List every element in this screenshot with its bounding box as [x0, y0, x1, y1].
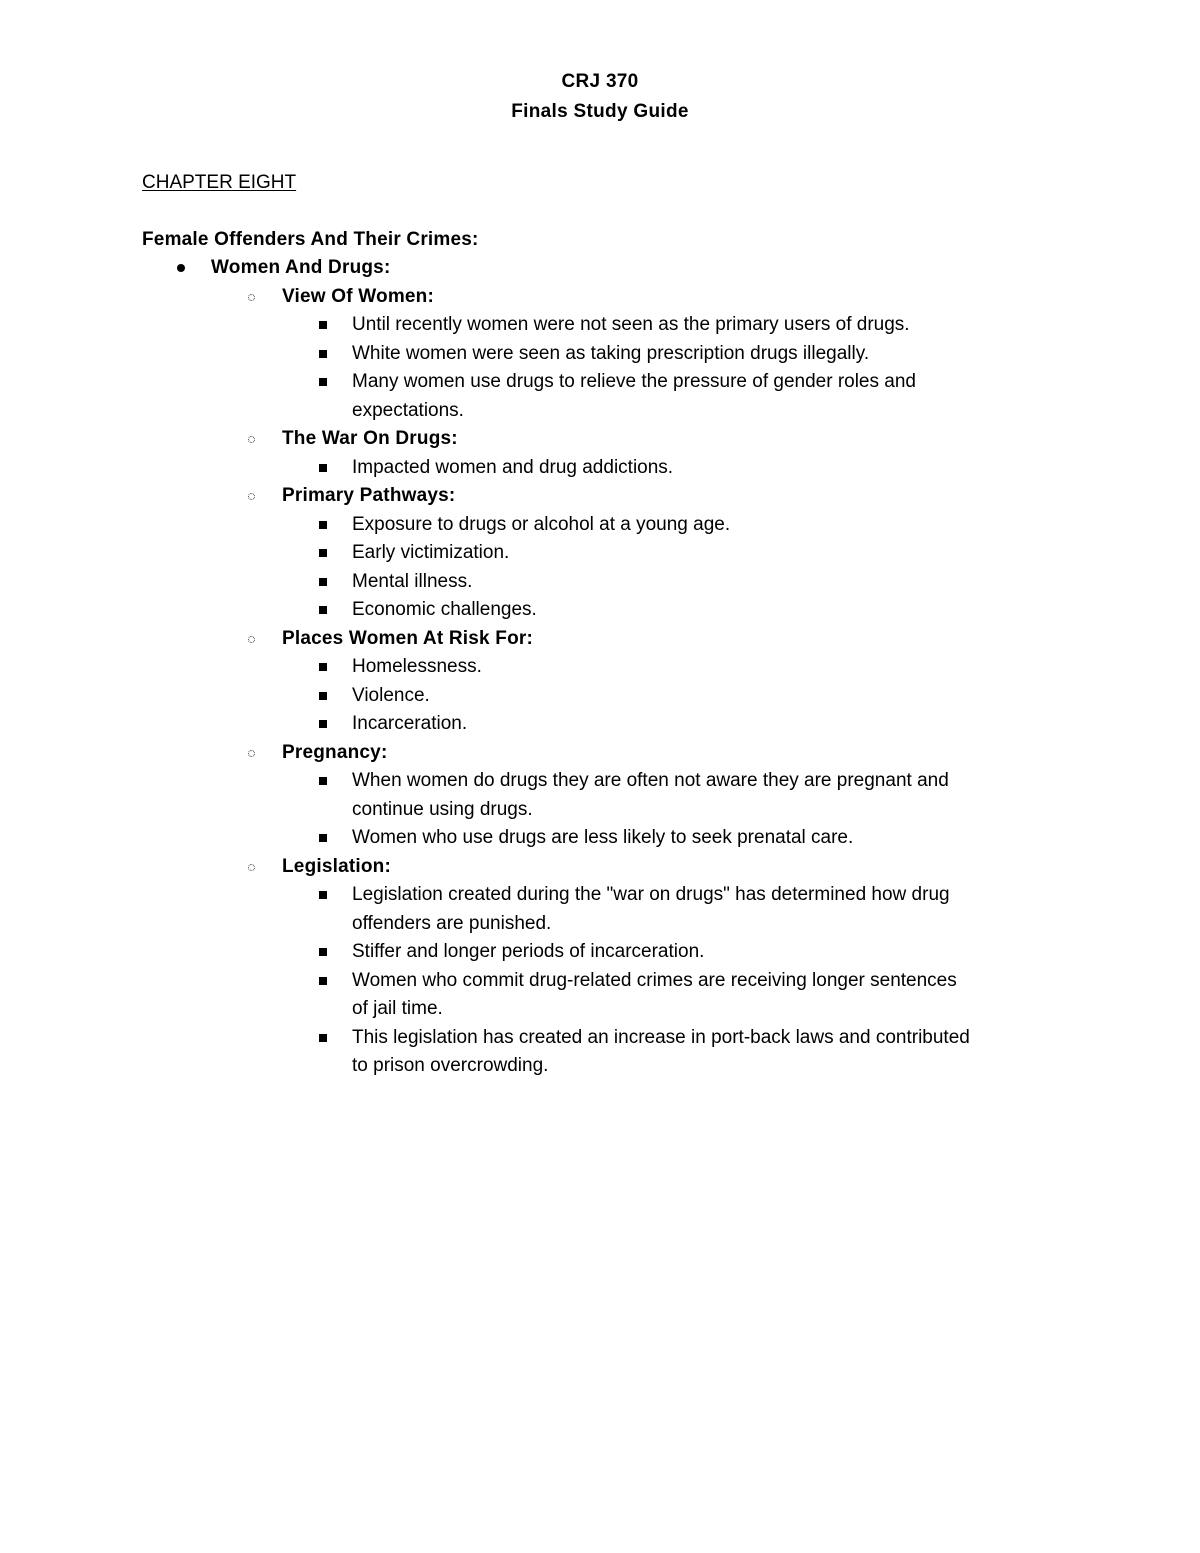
list-item-text: White women were seen as taking prescription drugs illegally. — [352, 342, 870, 364]
list-item-text: of jail time. — [352, 998, 443, 1019]
list-item-text: Mental illness. — [352, 570, 473, 592]
list-item-text: Until recently women were not seen as the primary users of drugs. — [352, 314, 910, 335]
list-item-text: Violence. — [352, 684, 430, 706]
list-item-text: When women do drugs they are often not aware they are pregnant and — [352, 770, 949, 791]
hollow-bullet-icon — [248, 864, 255, 871]
list-item-text: Legislation created during the "war on drugs" has determined how drug — [352, 884, 950, 905]
square-bullet-icon — [319, 464, 327, 472]
square-bullet-icon — [319, 663, 327, 671]
square-bullet-icon — [319, 1034, 327, 1042]
square-bullet-icon — [319, 977, 327, 985]
list-item-text: expectations. — [352, 399, 464, 421]
list-item-text: to prison overcrowding. — [352, 1055, 549, 1076]
subsection-heading: Legislation: — [282, 855, 392, 877]
list-item-text: Incarceration. — [352, 713, 468, 734]
square-bullet-icon — [319, 834, 327, 842]
square-bullet-icon — [319, 549, 327, 557]
hollow-bullet-icon — [248, 294, 255, 301]
subsection-heading: View Of Women: — [282, 285, 435, 307]
subsection-heading: Places Women At Risk For: — [282, 627, 534, 649]
list-item-text: Women who commit drug-related crimes are receiving longer sentences — [352, 969, 957, 991]
square-bullet-icon — [319, 321, 327, 329]
list-item-text: Women who use drugs are less likely to seek prenatal care. — [352, 827, 854, 848]
list-item-text: Early victimization. — [352, 542, 510, 563]
subsection-heading: Primary Pathways: — [282, 485, 456, 506]
list-item-text: Stiffer and longer periods of incarceration. — [352, 941, 705, 962]
square-bullet-icon — [319, 777, 327, 785]
square-bullet-icon — [319, 948, 327, 956]
chapter-heading: CHAPTER EIGHT — [142, 172, 297, 193]
square-bullet-icon — [319, 578, 327, 586]
square-bullet-icon — [319, 692, 327, 700]
square-bullet-icon — [319, 720, 327, 728]
list-item-text: continue using drugs. — [352, 798, 533, 820]
subsection-heading: The War On Drugs: — [282, 428, 458, 449]
square-bullet-icon — [319, 606, 327, 614]
hollow-bullet-icon — [248, 436, 255, 443]
hollow-bullet-icon — [248, 750, 255, 757]
list-item-text: offenders are punished. — [352, 912, 552, 934]
square-bullet-icon — [319, 891, 327, 899]
list-item-text: Homelessness. — [352, 656, 482, 677]
list-item-text: Exposure to drugs or alcohol at a young age. — [352, 513, 731, 535]
list-item-text: Economic challenges. — [352, 599, 537, 620]
subsection-heading: Pregnancy: — [282, 741, 388, 763]
topic-heading: Women And Drugs: — [211, 257, 391, 278]
square-bullet-icon — [319, 378, 327, 386]
course-title: CRJ 370 — [561, 71, 639, 92]
square-bullet-icon — [319, 350, 327, 358]
section-heading: Female Offenders And Their Crimes: — [142, 229, 479, 250]
list-item-text: This legislation has created an increase in port-back laws and contributed — [352, 1026, 970, 1048]
hollow-bullet-icon — [248, 636, 255, 643]
filled-bullet-icon — [177, 264, 185, 272]
list-item-text: Impacted women and drug addictions. — [352, 456, 674, 478]
list-item-text: Many women use drugs to relieve the pressure of gender roles and — [352, 371, 916, 392]
square-bullet-icon — [319, 521, 327, 529]
document-subtitle: Finals Study Guide — [511, 101, 689, 122]
hollow-bullet-icon — [248, 493, 255, 500]
